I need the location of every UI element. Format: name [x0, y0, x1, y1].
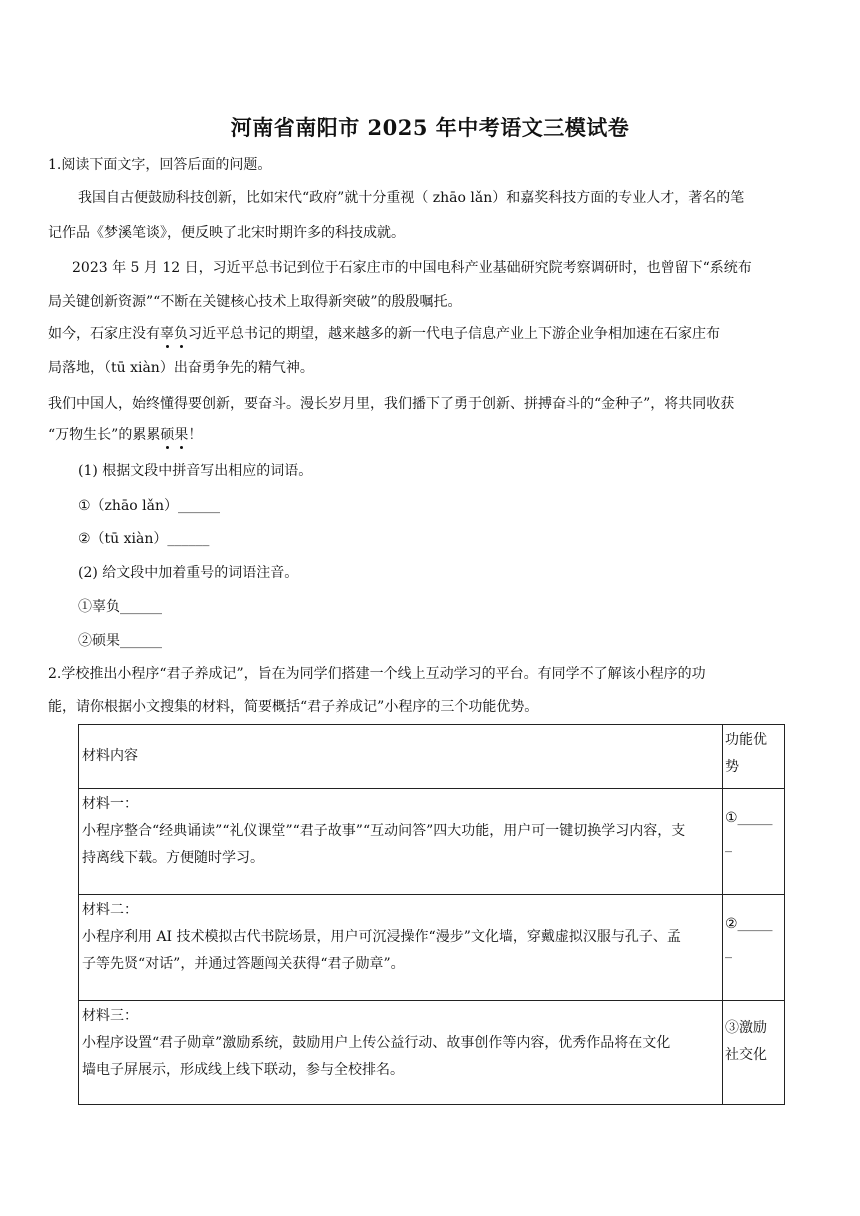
advantage-answer-blank: ②_____ — [725, 916, 773, 932]
q1-paragraph-2-line-2: 局关键创新资源”“不断在关键核心技术上取得新突破”的殷殷嘱托。 — [48, 294, 462, 310]
table-row — [79, 1001, 785, 1105]
advantage-answer-text: 社交化 — [725, 1047, 767, 1063]
header-advantage-label-line-1: 功能优 — [725, 732, 767, 748]
material-text-line: 持离线下载。方便随时学习。 — [82, 850, 264, 866]
q1-sub-2-item-a: ①辜负______ — [78, 599, 162, 615]
material-cell — [79, 1001, 723, 1105]
advantage-cell — [723, 895, 785, 1001]
q2-prompt-line-1: 2.学校推出小程序“君子养成记”，旨在为同学们搭建一个线上互动学习的平台。有同学不了解该小程序的功 — [48, 666, 706, 682]
q1-paragraph-1-line-2: 记作品《梦溪笔谈》，便反映了北宋时期许多的科技成就。 — [48, 225, 405, 241]
header-content-cell — [79, 725, 723, 789]
material-label: 材料一： — [82, 796, 138, 812]
material-cell — [79, 895, 723, 1001]
emphasized-char: 硕 — [160, 427, 175, 443]
page-title: 河南省南阳市 2025 年中考语文三模试卷 — [230, 115, 630, 140]
text-segment: 如今，石家庄没有 — [48, 326, 160, 342]
text-segment: ！ — [188, 427, 203, 443]
material-label: 材料三： — [82, 1008, 138, 1024]
q1-sub-2-item-b: ②硕果______ — [78, 633, 162, 649]
emphasized-char: 辜 — [160, 326, 174, 342]
q1-prompt: 1.阅读下面文字，回答后面的问题。 — [48, 157, 272, 173]
q1-sub-1-item-a: ①（zhāo lǎn）______ — [78, 498, 221, 514]
material-text-line: 小程序利用 AI 技术模拟古代书院场景，用户可沉浸操作“漫步”文化墙，穿戴虚拟汉服与孔子、孟 — [82, 929, 681, 945]
q1-sub-question-2: (2) 给文段中加着重号的词语注音。 — [78, 565, 299, 581]
materials-table — [78, 724, 785, 1105]
emphasized-char: 果 — [174, 427, 189, 443]
advantage-cell — [723, 789, 785, 895]
material-text-line: 墙电子屏展示，形成线上线下联动，参与全校排名。 — [82, 1062, 404, 1078]
emphasized-char: 负 — [174, 326, 188, 342]
advantage-cell — [723, 1001, 785, 1105]
advantage-answer-blank: ①_____ — [725, 810, 773, 826]
q1-paragraph-2-line-1: 2023 年 5 月 12 日，习近平总书记到位于石家庄市的中国电科产业基础研究院考察调研时，也曾留下“系统布 — [72, 260, 752, 276]
q1-paragraph-4-line-2 — [48, 425, 202, 445]
text-segment: 习近平总书记的期望，越来越多的新一代电子信息产业上下游企业争相加速在石家庄布 — [188, 326, 720, 342]
advantage-answer-blank: _ — [725, 943, 732, 959]
q1-paragraph-3-line-2: 局落地，（tū xiàn）出奋勇争先的精气神。 — [48, 360, 314, 376]
q1-sub-1-item-b: ②（tū xiàn）______ — [78, 531, 210, 547]
q1-paragraph-4-line-1: 我们中国人，始终懂得要创新，要奋斗。漫长岁月里，我们播下了勇于创新、拼搏奋斗的“金种子”，将共同收获 — [48, 396, 735, 412]
header-content-label: 材料内容 — [82, 748, 138, 764]
material-text-line: 小程序整合“经典诵读”“礼仪课堂”“君子故事”“互动问答”四大功能，用户可一键切换学习内容，支 — [82, 823, 686, 839]
q1-sub-question-1: (1) 根据文段中拼音写出相应的词语。 — [78, 463, 313, 479]
text-segment: “万物生长”的累累 — [48, 427, 161, 443]
material-label: 材料二： — [82, 902, 138, 918]
advantage-answer-text: ③激励 — [725, 1020, 767, 1036]
advantage-answer-blank: _ — [725, 837, 732, 853]
material-text-line: 子等先贤“对话”，并通过答题闯关获得“君子勋章”。 — [82, 956, 405, 972]
header-advantage-cell — [723, 725, 785, 789]
material-text-line: 小程序设置“君子勋章”激励系统，鼓励用户上传公益行动、故事创作等内容，优秀作品将在文化 — [82, 1035, 671, 1051]
table-header-row — [79, 725, 785, 789]
q1-paragraph-3-line-1 — [48, 324, 720, 344]
table-row — [79, 789, 785, 895]
q1-paragraph-1-line-1: 我国自古便鼓励科技创新，比如宋代“政府”就十分重视（ zhāo lǎn）和嘉奖科技方面的专业人才，著名的笔 — [78, 190, 745, 206]
q2-prompt-line-2: 能，请你根据小文搜集的材料，简要概括“君子养成记”小程序的三个功能优势。 — [48, 699, 539, 715]
table-row — [79, 895, 785, 1001]
material-cell — [79, 789, 723, 895]
header-advantage-label-line-2: 势 — [725, 759, 739, 775]
